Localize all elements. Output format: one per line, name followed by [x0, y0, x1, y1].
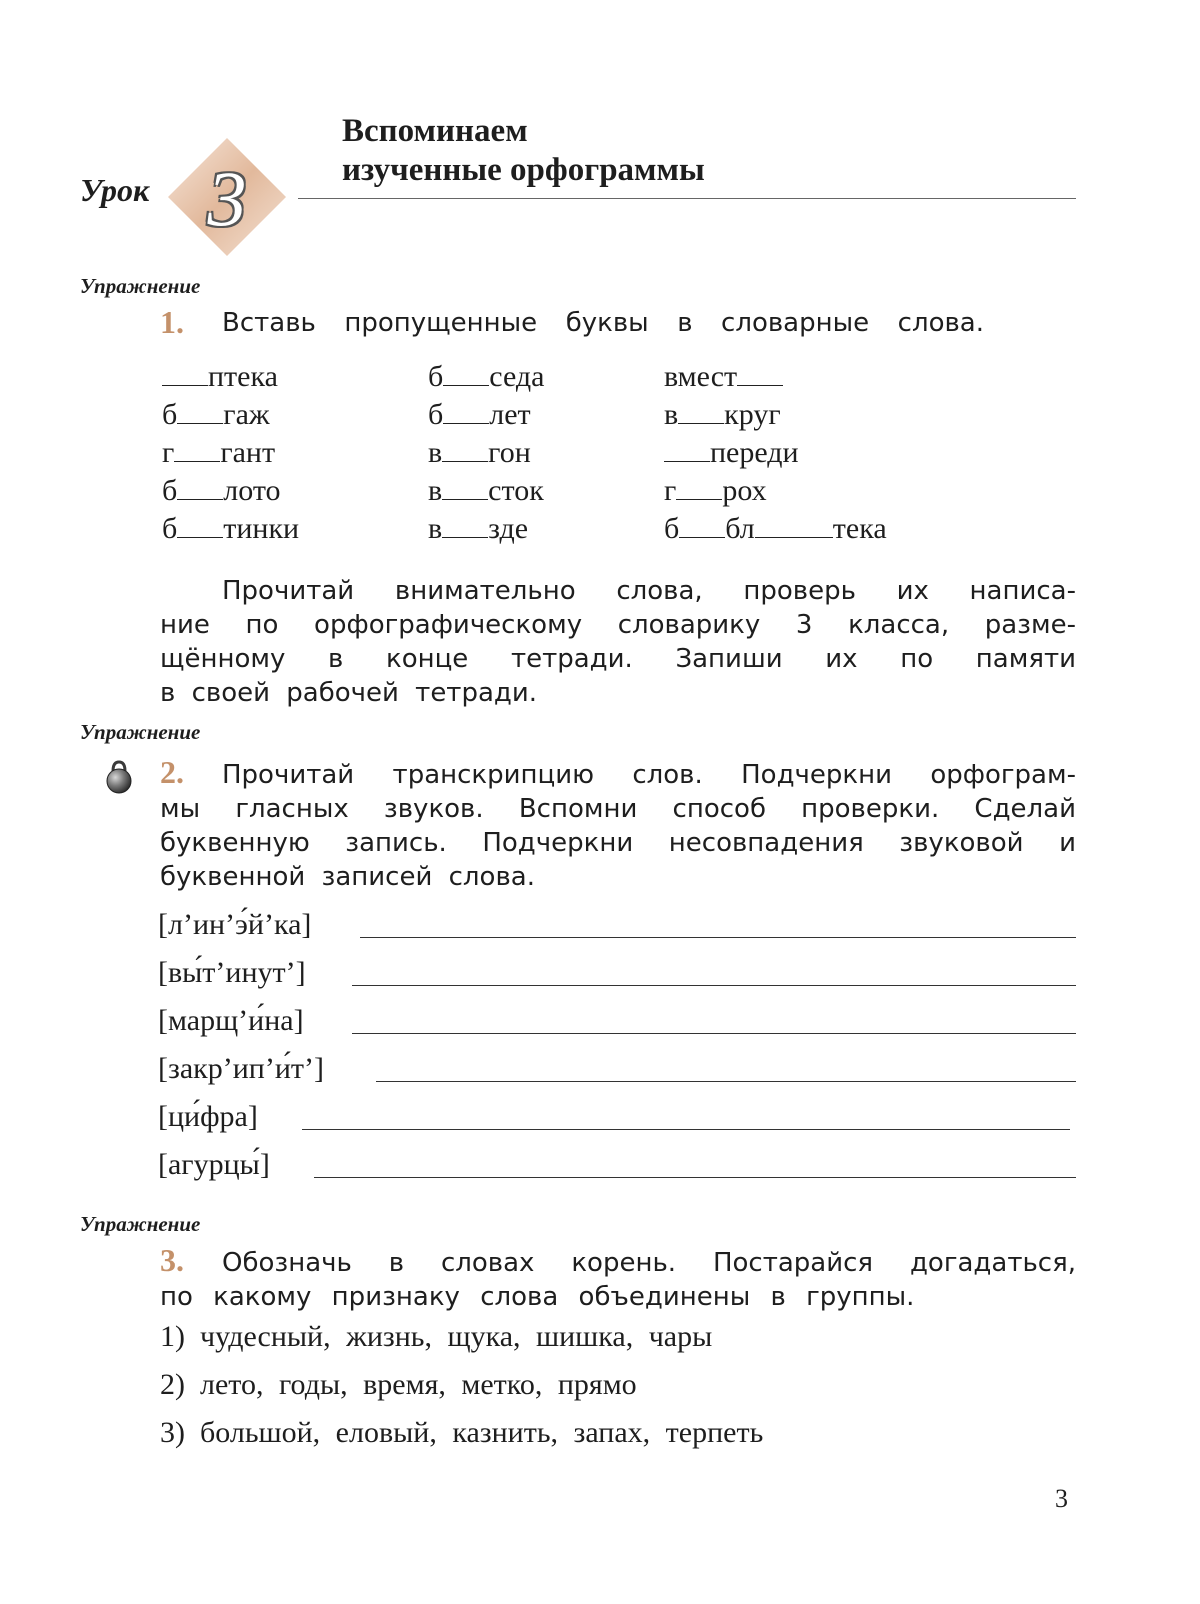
exercise-instruction: Вставь пропущенные буквы в словарные слова. — [222, 308, 984, 338]
exercise-text — [160, 574, 1076, 710]
exercise-instruction — [160, 758, 1076, 894]
dictionary-word: б седа — [428, 360, 545, 393]
transcription: [л’ин’э́й’ка] — [158, 908, 312, 941]
word-column-2 — [428, 360, 544, 550]
dictionary-word: г гант — [162, 436, 276, 469]
dictionary-word: вмест — [664, 360, 887, 398]
answer-line[interactable] — [360, 937, 1076, 938]
letter-blank[interactable] — [676, 498, 722, 500]
dictionary-word: б гаж — [162, 398, 270, 431]
transcription: [вы́т’инут’] — [158, 956, 306, 989]
word-column-3 — [664, 360, 887, 550]
letter-blank[interactable] — [442, 536, 488, 538]
letter-blank[interactable] — [442, 460, 488, 462]
dictionary-word: в зде — [428, 512, 529, 545]
text-line: ние по орфографическому словарику 3 класса, разме- — [160, 610, 1076, 640]
page-number: 3 — [1055, 1484, 1068, 1513]
letter-blank[interactable] — [162, 384, 208, 386]
list-item: 3) большой, еловый, казнить, запах, терпеть — [160, 1416, 764, 1449]
transcription: [закр’ип’и́т’] — [158, 1052, 324, 1085]
dictionary-word: в круг — [664, 398, 781, 431]
text-line: щённому в конце тетради. Запиши их по памяти — [160, 644, 1076, 674]
dictionary-word: б бл тека — [664, 512, 887, 545]
dictionary-word: птека — [162, 360, 299, 398]
lesson-word: Урок — [80, 172, 150, 208]
dictionary-word: переди — [664, 436, 887, 474]
dictionary-word: г рох — [664, 474, 767, 507]
exercise-label: Упражнение — [80, 274, 201, 298]
answer-line[interactable] — [302, 1129, 1070, 1130]
lesson-title — [342, 112, 705, 190]
letter-blank[interactable] — [177, 536, 223, 538]
letter-blank[interactable] — [443, 384, 489, 386]
transcription: [марщ’и́на] — [158, 1004, 304, 1037]
list-item: 1) чудесный, жизнь, щука, шишка, чары — [160, 1320, 713, 1353]
dictionary-word: б лет — [428, 398, 531, 431]
dictionary-word: в сток — [428, 474, 544, 507]
exercise-label: Упражнение — [80, 720, 201, 744]
dictionary-word: в гон — [428, 436, 531, 469]
letter-blank[interactable] — [443, 422, 489, 424]
text-line: буквенную запись. Подчеркни несовпадения звуковой и — [160, 828, 1076, 858]
title-rule — [298, 198, 1076, 199]
exercise-number: 2. — [160, 754, 184, 790]
answer-line[interactable] — [352, 1033, 1076, 1034]
text-line: Прочитай внимательно слова, проверь их написа- — [222, 576, 1076, 606]
lesson-number: 3 — [207, 155, 247, 242]
letter-blank[interactable] — [679, 536, 725, 538]
answer-line[interactable] — [376, 1081, 1076, 1082]
dictionary-word: б тинки — [162, 512, 300, 545]
text-line: Прочитай транскрипцию слов. Подчеркни орфограм- — [222, 760, 1076, 790]
lesson-title-line: изученные орфограммы — [342, 152, 705, 188]
dictionary-word: б лото — [162, 474, 281, 507]
lesson-title-line: Вспоминаем — [342, 113, 528, 149]
letter-blank[interactable] — [174, 460, 220, 462]
text-line: мы гласных звуков. Вспомни способ проверки. Сделай — [160, 794, 1076, 824]
text-line: в своей рабочей тетради. — [160, 678, 538, 708]
word-column-1 — [162, 360, 299, 550]
answer-line[interactable] — [314, 1177, 1076, 1178]
letter-blank[interactable] — [737, 384, 783, 386]
exercise-number: 3. — [160, 1242, 184, 1278]
transcription: [ци́фра] — [158, 1100, 258, 1133]
text-line: Обозначь в словах корень. Постарайся догадаться, — [222, 1248, 1076, 1278]
answer-line[interactable] — [352, 985, 1076, 986]
kettlebell-icon — [104, 760, 134, 794]
letter-blank[interactable] — [442, 498, 488, 500]
exercise-instruction — [160, 1246, 1076, 1314]
exercise-label: Упражнение — [80, 1212, 201, 1236]
text-line: по какому признаку слова объединены в группы. — [160, 1282, 915, 1312]
exercise-number: 1. — [160, 304, 184, 340]
list-item: 2) лето, годы, время, метко, прямо — [160, 1368, 637, 1401]
text-line: буквенной записей слова. — [160, 862, 535, 892]
transcription: [агурцы́] — [158, 1148, 270, 1181]
letter-blank[interactable] — [755, 536, 833, 538]
letter-blank[interactable] — [664, 460, 710, 462]
letter-blank[interactable] — [678, 422, 724, 424]
letter-blank[interactable] — [177, 498, 223, 500]
letter-blank[interactable] — [177, 422, 223, 424]
